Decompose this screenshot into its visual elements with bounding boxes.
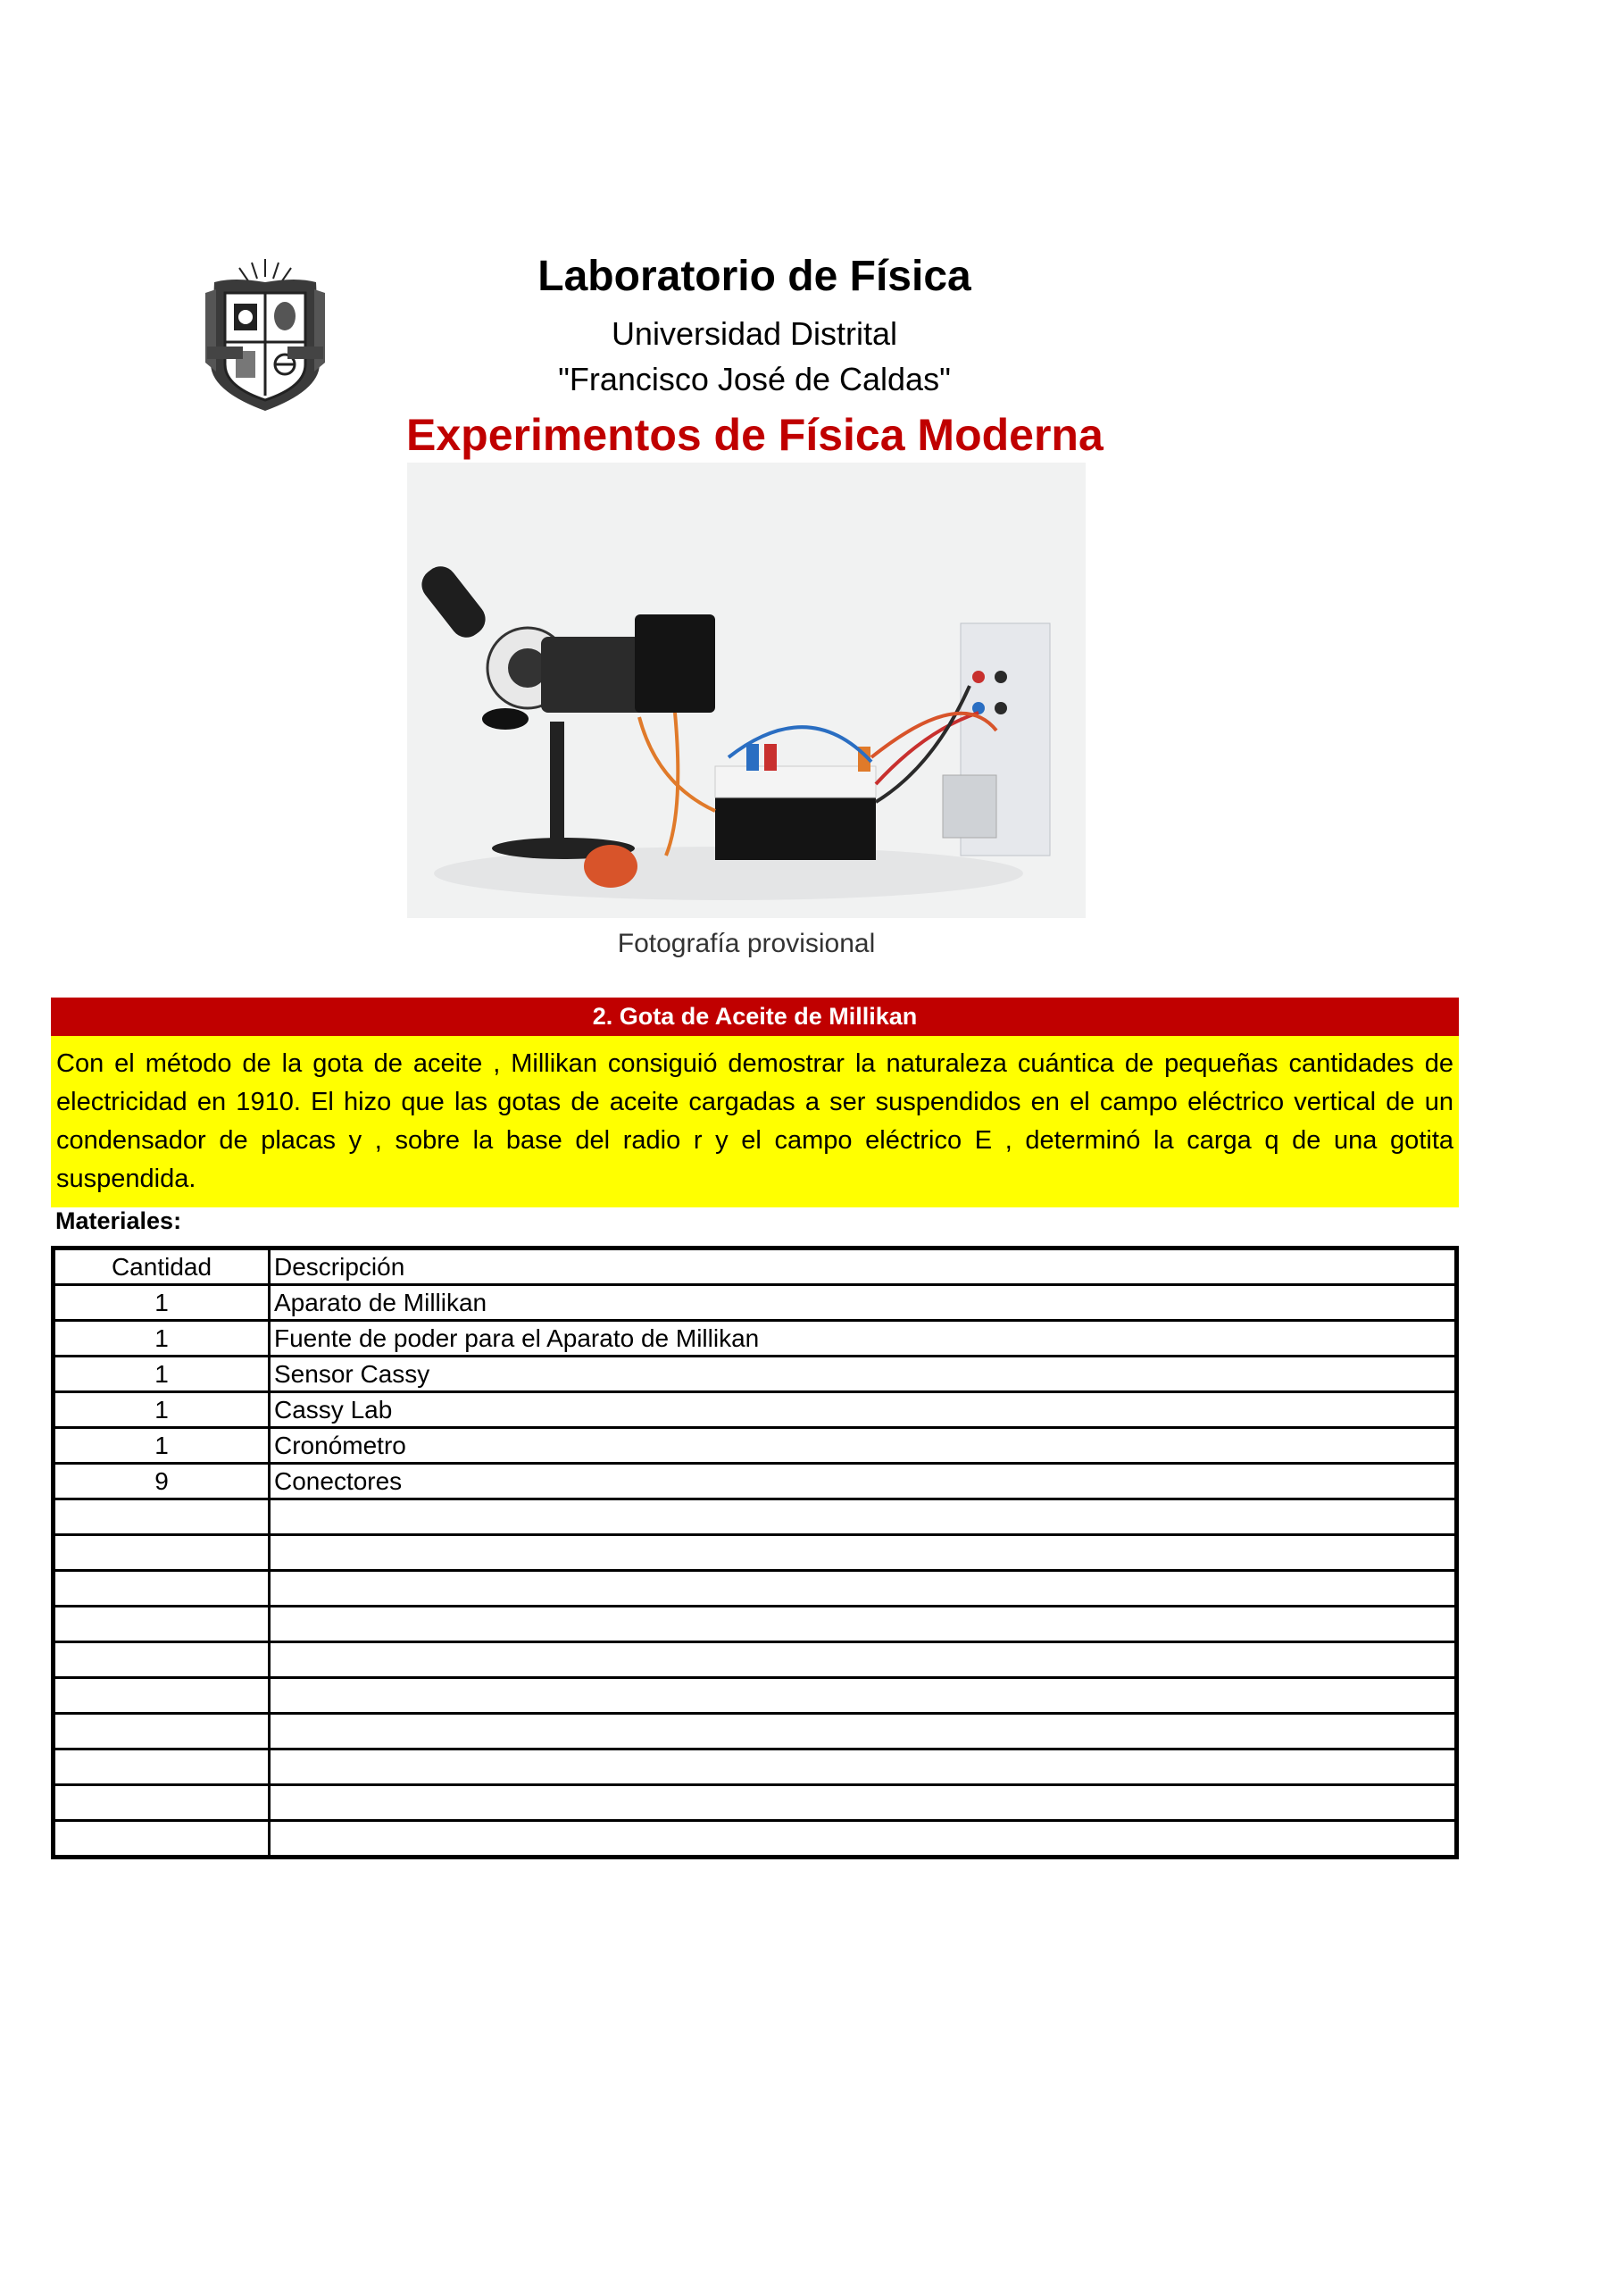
desc-cell xyxy=(270,1642,1457,1678)
desc-cell: Cronómetro xyxy=(270,1428,1457,1464)
desc-cell xyxy=(270,1535,1457,1571)
desc-cell xyxy=(270,1678,1457,1714)
header-descripcion: Descripción xyxy=(270,1248,1457,1285)
desc-cell: Aparato de Millikan xyxy=(270,1285,1457,1321)
table-row xyxy=(54,1464,1457,1499)
desc-cell: Fuente de poder para el Aparato de Millikan xyxy=(270,1321,1457,1357)
table-row xyxy=(54,1285,1457,1321)
table-row xyxy=(54,1535,1457,1571)
photo-caption: Fotografía provisional xyxy=(617,929,876,958)
table-row xyxy=(54,1749,1457,1785)
table-row xyxy=(54,1714,1457,1749)
qty-cell: 1 xyxy=(54,1321,270,1357)
qty-cell xyxy=(54,1678,270,1714)
desc-cell xyxy=(270,1749,1457,1785)
desc-cell xyxy=(270,1571,1457,1607)
desc-cell: Sensor Cassy xyxy=(270,1357,1457,1392)
university-subtitle: "Francisco José de Caldas" xyxy=(558,361,951,397)
university-name: Universidad Distrital xyxy=(611,315,898,352)
apparatus-photo xyxy=(407,463,1086,918)
table-row xyxy=(54,1642,1457,1678)
desc-cell xyxy=(270,1714,1457,1749)
section-description: Con el método de la gota de aceite , Millikan consiguió demostrar la naturaleza cuántica de pequeñas cantidades de electricidad en 1910. El hizo que las gotas de aceite cargadas a ser suspendidos en el campo eléctrico vertical de un condensador de placas y , sobre la base del radio r y el campo eléctrico E , determinó la carga q de una gotita suspendida. xyxy=(51,1036,1459,1207)
lab-title: Laboratorio de Física xyxy=(537,253,971,300)
table-row xyxy=(54,1607,1457,1642)
desc-cell: Conectores xyxy=(270,1464,1457,1499)
desc-cell: Cassy Lab xyxy=(270,1392,1457,1428)
qty-cell: 1 xyxy=(54,1428,270,1464)
header-cantidad: Cantidad xyxy=(54,1248,270,1285)
table-row xyxy=(54,1428,1457,1464)
qty-cell xyxy=(54,1821,270,1858)
university-seal-logo xyxy=(198,257,332,413)
table-row xyxy=(54,1571,1457,1607)
table-row xyxy=(54,1678,1457,1714)
qty-cell xyxy=(54,1571,270,1607)
table-row xyxy=(54,1821,1457,1858)
desc-cell xyxy=(270,1607,1457,1642)
table-row xyxy=(54,1392,1457,1428)
qty-cell xyxy=(54,1607,270,1642)
table-row xyxy=(54,1321,1457,1357)
experiments-title: Experimentos de Física Moderna xyxy=(406,410,1103,460)
qty-cell xyxy=(54,1749,270,1785)
table-row xyxy=(54,1785,1457,1821)
section-title-bar: 2. Gota de Aceite de Millikan xyxy=(51,998,1459,1036)
materials-table xyxy=(51,1246,1459,1859)
qty-cell xyxy=(54,1785,270,1821)
qty-cell xyxy=(54,1535,270,1571)
table-row xyxy=(54,1357,1457,1392)
qty-cell: 1 xyxy=(54,1357,270,1392)
qty-cell xyxy=(54,1714,270,1749)
materials-label: Materiales: xyxy=(55,1207,182,1234)
table-header-row xyxy=(54,1248,1457,1285)
desc-cell xyxy=(270,1499,1457,1535)
qty-cell xyxy=(54,1499,270,1535)
qty-cell: 9 xyxy=(54,1464,270,1499)
desc-cell xyxy=(270,1785,1457,1821)
qty-cell xyxy=(54,1642,270,1678)
table-row xyxy=(54,1499,1457,1535)
qty-cell: 1 xyxy=(54,1285,270,1321)
qty-cell: 1 xyxy=(54,1392,270,1428)
desc-cell xyxy=(270,1821,1457,1858)
